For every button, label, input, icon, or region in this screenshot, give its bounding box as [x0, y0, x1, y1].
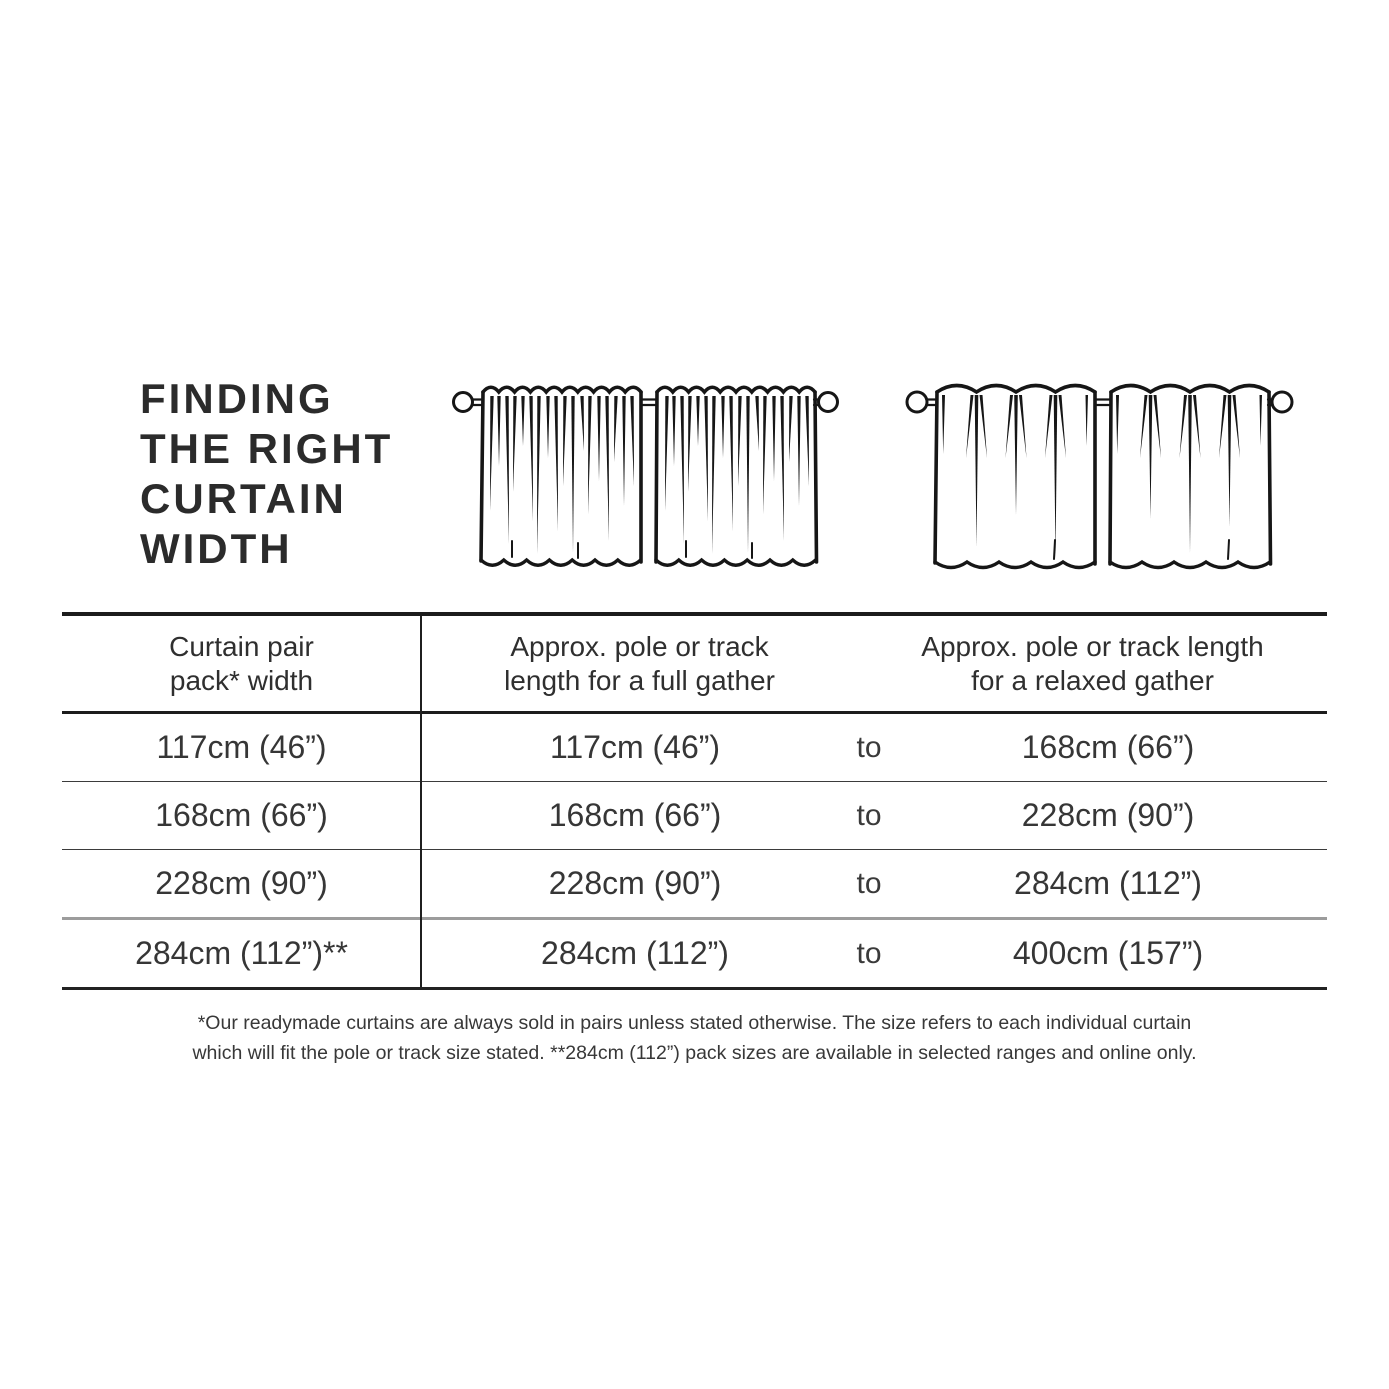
cell-pack-width: 228cm (90”)	[155, 865, 328, 901]
footnote-line-1: *Our readymade curtains are always sold in pairs unless stated otherwise. The size refers to each individual curtain	[197, 1012, 1192, 1034]
curtains-relaxed-gather-icon	[902, 372, 1297, 587]
table-row	[62, 917, 1327, 987]
cell-relaxed-gather: 400cm (157”)	[1012, 935, 1204, 971]
cell-full-gather: 117cm (46”)	[549, 729, 721, 765]
cell-to: to	[856, 866, 882, 900]
title-line-3: CURTAIN	[140, 475, 347, 522]
cell-full-gather: 284cm (112”)	[541, 935, 729, 971]
cell-relaxed-gather: 228cm (90”)	[1021, 797, 1195, 833]
column-divider-line	[420, 616, 422, 987]
cell-pack-width: 284cm (112”)**	[135, 935, 348, 971]
table-row	[62, 849, 1327, 917]
cell-to: to	[856, 798, 882, 832]
table-header-row	[62, 616, 1327, 714]
cell-pack-width: 168cm (66”)	[155, 797, 328, 833]
curtain-pole	[454, 393, 838, 412]
footnote-line-2: which will fit the pole or track size stated. **284cm (112”) pack sizes are available in selected ranges and online only.	[192, 1042, 1197, 1064]
cell-full-gather: 228cm (90”)	[548, 865, 722, 901]
pleat-folds-left	[490, 396, 634, 554]
footnote	[0, 1008, 1389, 1068]
page-title	[140, 374, 393, 574]
column-header-relaxed-gather: Approx. pole or track length for a relaxed gather	[921, 630, 1264, 696]
cell-pack-width: 117cm (46”)	[156, 729, 327, 765]
table-row	[62, 714, 1327, 781]
pleat-folds-right	[665, 396, 809, 554]
cell-to: to	[856, 936, 882, 970]
cell-full-gather: 168cm (66”)	[548, 797, 722, 833]
curtains-full-gather-icon	[448, 372, 843, 587]
cell-relaxed-gather: 284cm (112”)	[1014, 865, 1202, 901]
curtain-panel-outlines	[935, 386, 1271, 568]
cell-relaxed-gather: 168cm (66”)	[1021, 729, 1195, 765]
table-row	[62, 781, 1327, 849]
title-line-4: WIDTH	[140, 525, 293, 572]
size-table	[62, 612, 1327, 990]
title-line-1: FINDING	[140, 375, 334, 422]
column-header-pack-width: Curtain pair pack* width	[169, 630, 314, 696]
title-line-2: THE RIGHT	[140, 425, 394, 472]
cell-to: to	[856, 730, 882, 764]
column-header-full-gather: Approx. pole or track length for a full gather	[504, 630, 775, 696]
pinch-pleat-folds	[942, 395, 1262, 558]
